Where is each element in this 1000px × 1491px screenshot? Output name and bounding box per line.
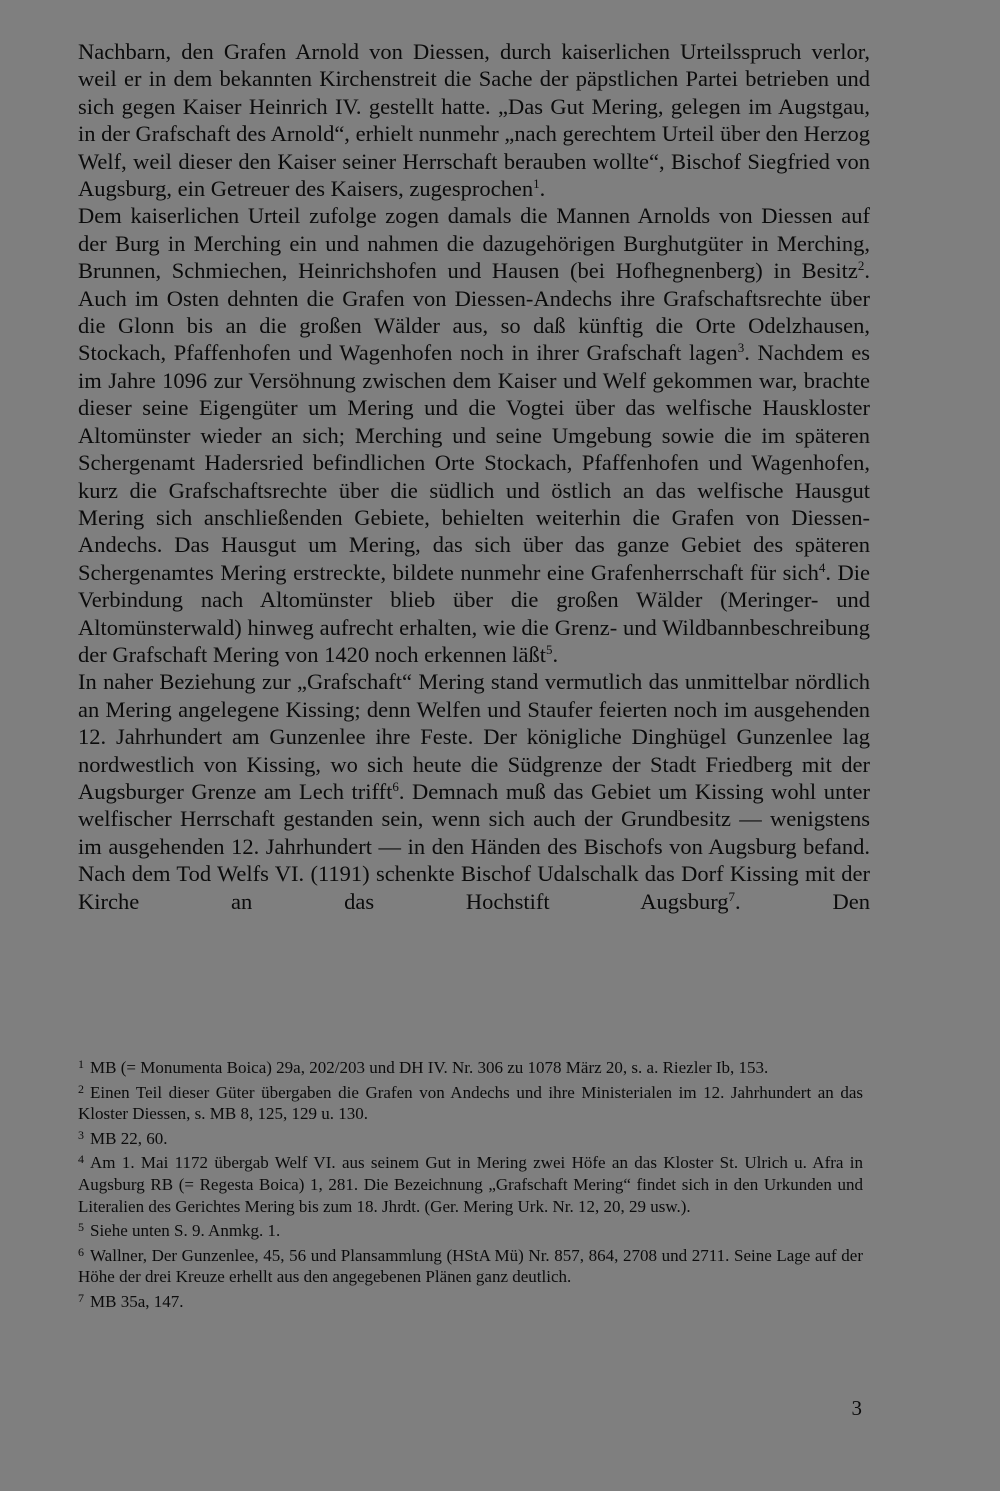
text-run: In naher Beziehung zur „Grafschaft“ Mering stand vermutlich das unmittelbar nördlich an Mering angelegene Kissing; denn Welfen und Staufer feierten noch im ausgehenden 12. Jahrhundert am Gunzenlee ihre Feste. Der königliche Dinghügel Gunzenlee lag nordwestlich von Kissing, wo sich heute die Südgrenze der Stadt Friedberg mit der Augsburger Grenze am Lech trifft bbox=[78, 669, 870, 804]
footnote-text: Siehe unten S. 9. Anmkg. 1. bbox=[90, 1221, 281, 1241]
text-run: . bbox=[539, 176, 546, 202]
footnote-reference: 5 bbox=[545, 641, 553, 657]
footnote-6 bbox=[78, 1242, 863, 1288]
footnote-4 bbox=[78, 1149, 863, 1217]
footnote-reference: 3 bbox=[737, 340, 745, 356]
footnote-text: Am 1. Mai 1172 übergab Welf VI. aus seinem Gut in Mering zwei Höfe an das Kloster St. Ulrich u. Afra in Augsburg RB (= Regesta Boica) 1, 281. Die Bezeichnung „Grafschaft Mering“ findet sich in den Urkunden und Literalien des Gerichtes Mering bis zum 18. Jhrdt. (Ger. Mering Urk. Nr. 12, 20, 29 usw.). bbox=[78, 1153, 863, 1216]
footnote-marker: 4 bbox=[78, 1152, 84, 1167]
footnote-reference: 2 bbox=[857, 258, 865, 274]
footnote-marker: 2 bbox=[78, 1081, 84, 1096]
paragraph-3 bbox=[78, 668, 870, 915]
main-text bbox=[78, 38, 870, 915]
footnote-marker: 7 bbox=[78, 1290, 84, 1305]
footnote-text: MB (= Monumenta Boica) 29a, 202/203 und DH IV. Nr. 306 zu 1078 März 20, s. a. Riezler Ib, 153. bbox=[90, 1058, 769, 1077]
footnote-reference: 4 bbox=[818, 559, 826, 575]
text-run: . Den bbox=[735, 888, 870, 914]
footnotes bbox=[78, 1054, 863, 1313]
text-run: . Die Verbindung nach Altomünster blieb über die großen Wälder (Meringer- und Altomünsterwald) hinweg aufrecht erhalten, wie die Grenz- und Wildbannbeschreibung der Grafschaft Mering von 1420 noch erkennen läßt bbox=[78, 559, 870, 667]
page-number: 3 bbox=[851, 1396, 862, 1420]
text-run: . Auch im Osten dehnten die Grafen von Diessen-Andechs ihre Grafschaftsrechte über die Glonn bis an die großen Wälder aus, so daß künftig die Orte Odelzhausen, Stockach, Pfaffenhofen und Wagenhofen noch in ihrer Grafschaft lagen bbox=[78, 258, 870, 366]
footnote-marker: 3 bbox=[78, 1127, 84, 1142]
footnote-reference: 7 bbox=[728, 888, 736, 904]
text-run: . Nachdem es im Jahre 1096 zur Versöhnung zwischen dem Kaiser und Welf gekommen war, brachte dieser seine Eigengüter um Mering und die Vogtei über das welfische Hauskloster Altomünster wieder an sich; Merching und seine Umgebung sowie die im späteren Schergenamt Hadersried befindlichen Orte Stockach, Pfaffenhofen und Wagenhofen, kurz die Grafschaftsrechte über die südlich und östlich an das welfische Hausgut Mering sich anschließenden Gebiete, behielten weiterhin die Grafen von Diessen-Andechs. Das Hausgut um Mering, das sich über das ganze Gebiet des späteren Schergenamtes Mering erstreckte, bildete nunmehr eine Grafenherrschaft für sich bbox=[78, 340, 870, 585]
text-run: . bbox=[552, 641, 559, 667]
footnote-marker: 6 bbox=[78, 1244, 84, 1259]
footnote-text: MB 22, 60. bbox=[90, 1128, 168, 1148]
footnote-reference: 1 bbox=[533, 176, 540, 192]
footnote-text: Wallner, Der Gunzenlee, 45, 56 und Plansammlung (HStA Mü) Nr. 857, 864, 2708 und 2711. Seine Lage auf der Höhe der drei Kreuze erhellt aus den angegebenen Plänen ganz deutlich. bbox=[78, 1245, 863, 1287]
text-run: . Demnach muß das Gebiet um Kissing wohl unter welfischer Herrschaft gestanden sein, wenn sich auch der Grundbesitz — wenigstens im ausgehenden 12. Jahrhundert — in den Händen des Bischofs von Augsburg befand. Nach dem Tod Welfs VI. (1191) schenkte Bischof Udalschalk das Dorf Kissing mit der Kirche an das Hochstift Augsburg bbox=[78, 778, 870, 914]
footnote-7 bbox=[78, 1288, 863, 1313]
footnote-2 bbox=[78, 1079, 863, 1125]
text-run: Dem kaiserlichen Urteil zufolge zogen damals die Mannen Arnolds von Diessen auf der Burg in Merching ein und nahmen die dazugehörigen Burghutgüter in Merching, Brunnen, Schmiechen, Heinrichshofen und Hausen (bei Hofhegnenberg) in Besitz bbox=[78, 203, 870, 284]
footnote-marker: 5 bbox=[78, 1220, 84, 1235]
footnote-5 bbox=[78, 1217, 863, 1242]
paragraph-2 bbox=[78, 202, 870, 668]
footnote-reference: 6 bbox=[392, 778, 399, 794]
footnote-text: MB 35a, 147. bbox=[90, 1291, 184, 1311]
footnote-marker: 1 bbox=[78, 1057, 84, 1071]
paragraph-1 bbox=[78, 38, 870, 202]
page-body bbox=[78, 38, 870, 915]
footnote-1 bbox=[78, 1054, 863, 1079]
footnote-3 bbox=[78, 1125, 863, 1150]
footnote-text: Einen Teil dieser Güter übergaben die Grafen von Andechs und ihre Ministerialen im 12. Jahrhundert an das Kloster Diessen, s. MB 8, 125, 129 u. 130. bbox=[78, 1082, 863, 1124]
text-run: Nachbarn, den Grafen Arnold von Diessen, durch kaiserlichen Urteilsspruch verlor, weil er in dem bekannten Kirchenstreit die Sache der päpstlichen Partei betrieben und sich gegen Kaiser Heinrich IV. gestellt hatte. „Das Gut Mering, gelegen im Augstgau, in der Grafschaft des Arnold“, erhielt nunmehr „nach gerechtem Urteil über den Herzog Welf, weil dieser den Kaiser seiner Herrschaft berauben wollte“, Bischof Siegfried von Augsburg, ein Getreuer des Kaisers, zugesprochen bbox=[78, 39, 870, 202]
